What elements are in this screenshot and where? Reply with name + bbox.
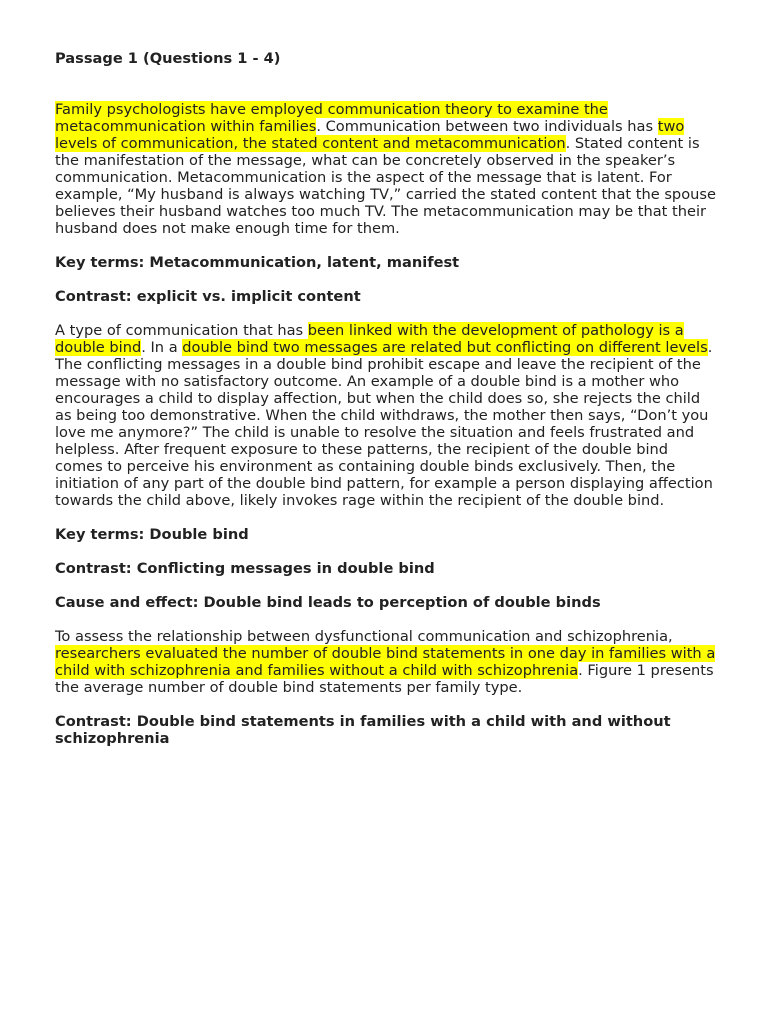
p3-text-1: To assess the relationship between dysfunctional communication and schizophrenia, [55, 628, 673, 645]
note-cause-effect: Cause and effect: Double bind leads to perception of double binds [55, 594, 601, 611]
note-contrast-2: Contrast: Conflicting messages in double bind [55, 560, 435, 577]
note-contrast-3: Contrast: Double bind statements in families with a child with and without schizophrenia [55, 713, 671, 747]
p3-text-2: . Figure 1 presents the average number of double bind statements per family type. [55, 662, 714, 696]
spacer [55, 509, 717, 526]
spacer [55, 543, 717, 560]
paragraph-2 [55, 322, 717, 509]
note-key-terms-1: Key terms: Metacommunication, latent, manifest [55, 254, 460, 271]
p2-text-3: . The conflicting messages in a double bind prohibit escape and leave the recipient of the message with no satisfactory outcome. An example of a double bind is a mother who encourages a child to display affection, but when the child does so, she rejects the child as being too demonstrative. When the child withdraws, the mother then says, “Don’t you love me anymore?” The child is unable to resolve the situation and feels frustrated and helpless. After frequent exposure to these patterns, the recipient of the double bind comes to perceive his environment as containing double binds exclusively. Then, the initiation of any part of the double bind pattern, for example a person displaying affection towards the child above, likely invokes rage within the recipient of the double bind. [55, 339, 713, 509]
paragraph-3 [55, 628, 717, 696]
p2-highlight-2: double bind two messages are related but conflicting on different levels [182, 339, 708, 356]
spacer [55, 577, 717, 594]
p3-highlight-1: researchers evaluated the number of double bind statements in one day in families with a child with schizophrenia and families without a child with schizophrenia [55, 645, 716, 679]
p2-text-2: . In a [141, 339, 183, 356]
note-contrast-1: Contrast: explicit vs. implicit content [55, 288, 361, 305]
note-key-terms-2: Key terms: Double bind [55, 526, 249, 543]
document-page [55, 50, 717, 747]
p1-highlight-2: two levels of communication, the stated content and metacommunication [55, 118, 685, 152]
spacer [55, 611, 717, 628]
passage-title: Passage 1 (Questions 1 - 4) [55, 50, 281, 67]
spacer [55, 237, 717, 254]
p1-text-1: . Communication between two individuals has [316, 118, 658, 135]
p2-highlight-1: been linked with the development of pathology is a double bind [55, 322, 684, 356]
p1-text-2: . Stated content is the manifestation of the message, what can be concretely observed in the speaker’s communication. Metacommunication is the aspect of the message that is latent. For example, “My husband is always watching TV,” carried the stated content that the spouse believes their husband watches too much TV. The metacommunication may be that their husband does not make enough time for them. [55, 135, 716, 237]
spacer [55, 696, 717, 713]
spacer [55, 305, 717, 322]
p1-highlight-1: Family psychologists have employed communication theory to examine the metacommunication within families [55, 101, 608, 135]
paragraph-1 [55, 101, 717, 237]
spacer [55, 271, 717, 288]
p2-text-1: A type of communication that has [55, 322, 308, 339]
